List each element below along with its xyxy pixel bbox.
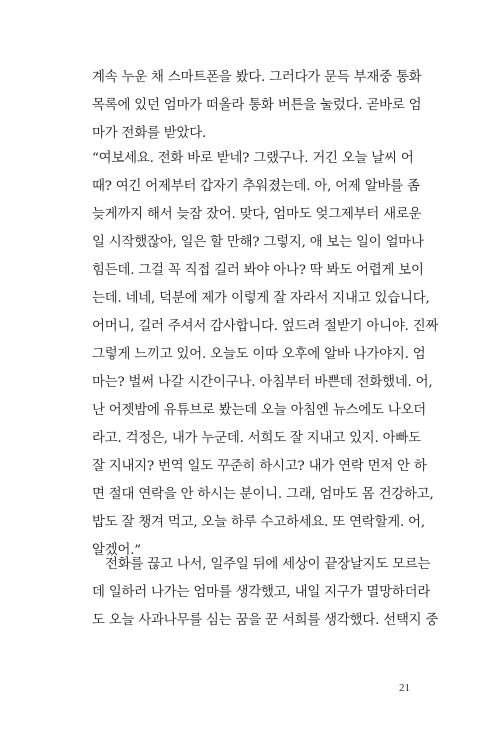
- text-line: 일 시작했잖아, 일은 할 만해? 그렇지, 애 보는 일이 얼마나: [92, 235, 424, 250]
- text-line: 면 절대 연락을 안 하시는 분이니. 그래, 엄마도 몸 건강하고,: [92, 487, 434, 502]
- text-line: 전화를 끊고 나서, 일주일 뒤에 세상이 끝장날지도 모르는: [105, 557, 431, 572]
- text-line: 어머니, 길러 주셔서 감사합니다. 엎드려 절받기 아니야. 진짜: [92, 319, 439, 334]
- text-line: 알겠어.”: [92, 543, 141, 558]
- text-line: 밥도 잘 챙겨 먹고, 오늘 하루 수고하세요. 또 연락할게. 어,: [92, 515, 425, 530]
- text-line: 도 오늘 사과나무를 심는 꿈을 꾼 서희를 생각했다. 선택지 중: [92, 613, 439, 628]
- text-line: 라고. 걱정은, 내가 누군데. 서희도 잘 지내고 있지. 아빠도: [92, 431, 421, 446]
- text-line: 데 일하러 나가는 엄마를 생각했고, 내일 지구가 멸망하더라: [92, 585, 431, 600]
- text-line: 마는? 벌써 나갈 시간이구나. 아침부터 바쁜데 전화했네. 어,: [92, 375, 433, 390]
- text-line: 목록에 있던 엄마가 떠올라 통화 버튼을 눌렀다. 곧바로 엄: [92, 98, 422, 113]
- text-line: 늦게까지 해서 늦잠 잤어. 맞다, 엄마도 엊그제부터 새로운: [92, 207, 422, 222]
- paragraph-1: [92, 64, 422, 148]
- page-number: 21: [399, 682, 410, 694]
- paragraph-3: [92, 551, 439, 635]
- text-line: 계속 누운 채 스마트폰을 봤다. 그러다가 문득 부재중 통화: [92, 70, 422, 85]
- text-line: 때? 여긴 어제부터 갑자기 추워졌는데. 아, 어제 알바를 좀: [92, 179, 420, 194]
- text-line: 난 어젯밤에 유튜브로 봤는데 오늘 아침엔 뉴스에도 나오더: [92, 403, 427, 418]
- text-line: 잘 지내지? 번역 일도 꾸준히 하시고? 내가 연락 먼저 안 하: [92, 459, 427, 474]
- text-line: “여보세요. 전화 바로 받네? 그랬구나. 거긴 오늘 날씨 어: [92, 151, 414, 166]
- text-line: 힘든데. 그걸 꼭 직접 길러 봐야 아나? 딱 봐도 어렵게 보이: [92, 263, 424, 278]
- text-line: 그렇게 느끼고 있어. 오늘도 이따 오후에 알바 나가야지. 엄: [92, 347, 426, 362]
- text-line: 마가 전화를 받았다.: [92, 126, 207, 141]
- text-line: 는데. 네네, 덕분에 제가 이렇게 잘 자라서 지내고 있습니다,: [92, 291, 430, 306]
